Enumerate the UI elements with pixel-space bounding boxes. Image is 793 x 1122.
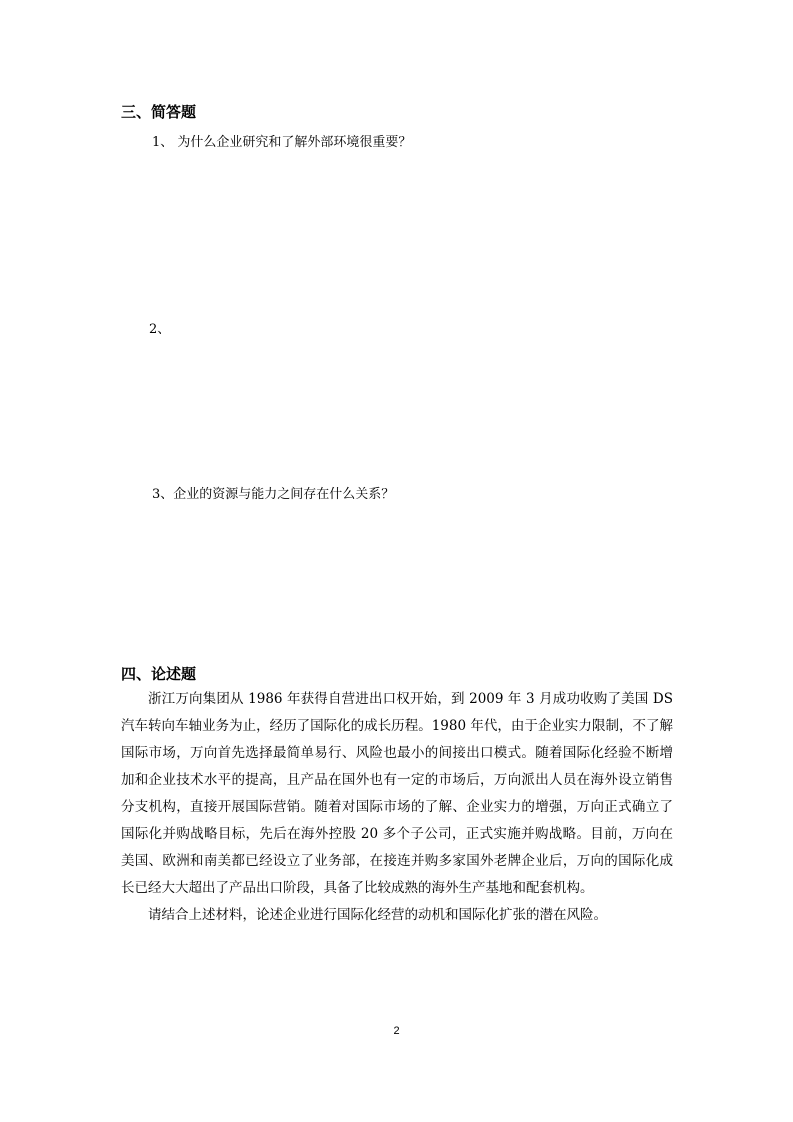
question-2: 2、 — [149, 322, 171, 337]
essay-question-body — [121, 686, 673, 929]
case-material-paragraph: 浙江万向集团从 1986 年获得自营进出口权开始，到 2009 年 3 月成功收购了美国 DS 汽车转向车轴业务为止，经历了国际化的成长历程。1980 年代，由于企业实力限制，不了解国际市场，万向首先选择最简单易行、风险也最小的间接出口模式。随着国际化经验不断增加和企业技术水平的提高，且产品在国外也有一定的市场后，万向派出人员在海外设立销售分支机构，直接开展国际营销。随着对国际市场的了解、企业实力的增强，万向正式确立了国际化并购战略目标，先后在海外控股 20 多个子公司，正式实施并购战略。目前，万向在美国、欧洲和南美都已经设立了业务部，在接连并购多家国外老牌企业后，万向的国际化成长已经大大超出了产品出口阶段，具备了比较成熟的海外生产基地和配套机构。 — [121, 691, 673, 896]
question-3: 3、企业的资源与能力之间存在什么关系？ — [152, 487, 395, 502]
section-4-heading: 四、论述题 — [121, 665, 197, 683]
question-1: 1、 为什么企业研究和了解外部环境很重要？ — [152, 135, 412, 150]
section-3-heading: 三、简答题 — [121, 103, 197, 121]
page-number: 2 — [393, 1025, 400, 1037]
essay-prompt-paragraph: 请结合上述材料，论述企业进行国际化经营的动机和国际化扩张的潜在风险。 — [148, 907, 607, 923]
